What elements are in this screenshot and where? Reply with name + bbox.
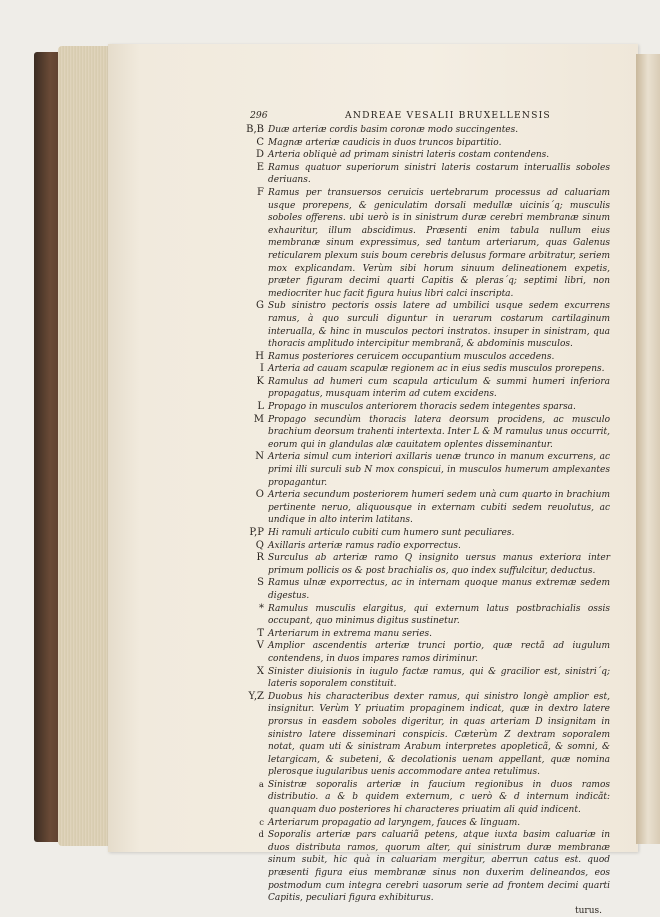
legend-entry: [238, 603, 610, 628]
entry-key: B,B: [246, 124, 264, 135]
entry-text: Ramus posteriores ceruicem occupantium musculos accedens.: [268, 351, 555, 362]
entry-key: L: [257, 401, 264, 413]
legend-entry: [238, 829, 610, 905]
legend-entry: [238, 691, 610, 779]
legend-entry: [238, 149, 610, 162]
legend-entry: [238, 779, 610, 817]
legend-entry: [238, 640, 610, 665]
entry-key: *: [259, 602, 264, 614]
entry-key: Q: [255, 539, 264, 551]
legend-entry: [238, 577, 610, 602]
entry-key: M: [253, 413, 264, 425]
legend-text-block: [238, 124, 610, 917]
entry-key: S: [257, 577, 264, 589]
facing-page-edge: [636, 54, 660, 844]
entry-text: Ramulus ad humeri cum scapula articulum & summi humeri inferiora propagatus, musquam interim ad cutem excidens.: [268, 376, 610, 400]
entry-text: Magnæ arteriæ caudicis in duos truncos bipartitio.: [268, 137, 502, 148]
legend-entry: [238, 552, 610, 577]
legend-entry: [238, 414, 610, 452]
entry-text: Hi ramuli articulo cubiti cum humero sunt peculiares.: [268, 528, 515, 538]
entry-text: Axillaris arteriæ ramus radio exporrectus.: [268, 540, 461, 551]
page-header: [250, 110, 550, 124]
legend-entry: [238, 137, 610, 150]
entry-key: c: [259, 817, 264, 828]
entry-key: X: [256, 665, 264, 677]
legend-entry: [238, 817, 610, 830]
legend-entry: [238, 527, 610, 540]
entry-key: G: [256, 300, 264, 312]
entry-text: Soporalis arteriæ pars caluariã petens, atque iuxta basim caluariæ in duos distributa ramos, quorum alter, qui sinistrum duræ membranæ sinum subit, hic quà in caluariam mergitur, aberrun catus est. quod præsenti figura eius membranæ sinus non duxerim delineandos, eos postmodum cum integra cerebri uasorum serie ad frontem decimi quarti Capitis, peculiari figura exhibiturus.: [268, 830, 610, 904]
entry-key: D: [255, 149, 264, 161]
entry-text: Arteriarum in extrema manu series.: [268, 628, 433, 639]
legend-entry: [238, 300, 610, 350]
running-head: ANDREAE VESALII BRUXELLENSIS: [345, 110, 551, 121]
entry-text: Ramus per transuersos ceruicis uertebrarum processus ad caluariam usque prorepens, & geniculatim dorsali medullæ uicinis´q; musculis soboles offerens. ubi uerò is in sinistrum duræ cerebri membranæ sinum exhauritur, illum abscidimus. Præsenti enim tabula nullum eius membranæ sinum expressimus, sed tantum arteriarum, quas Galenus reticularem plexum suis boum cerebris delusus formare arbitratur, seriem mox explicandam. Verùm sibi horum sinuum delineationem expetis, præter figuram decimi quarti Capitis & pleras´q; septimi libri, non mediocriter huc facit figura huius libri calci inscripta.: [268, 187, 610, 299]
entry-text: Ramus ulnæ exporrectus, ac in internam quoque manus extremæ sedem digestus.: [268, 578, 610, 601]
entry-text: Propago secundùm thoracis latera deorsum procidens, ac musculo brachium deorsum trahenti intertexta. Inter L & M ramulus unus occurrit, eorum qui in glandulas alæ cauitatem oplentes disseminantur.: [268, 414, 610, 450]
entry-key: I: [260, 363, 264, 375]
entry-key: N: [255, 451, 264, 463]
entry-text: Surculus ab arteriæ ramo Q insignito uersus manus exteriora inter primum pollicis os & post brachialis os, quo index suffulcitur, deductus.: [268, 553, 610, 576]
legend-entry: [238, 363, 610, 376]
entry-text: Duobus his characteribus dexter ramus, qui sinistro longè amplior est, insignitur. Verùm Y priuatim propaginem indicat, quæ in dextro latere prorsus in easdem soboles digeritur, in quas arteriam D insignitam in sinistro latere disseminari conspicis. Cæterùm Z dextram soporalem notat, quam uti & sinistram Arabum interpretes apopleticã, & somni, & letargicam, & subeteni, & decolationis uenam appellant, quæ nomina plerosque iugularibus uenis accommodare antea retulimus.: [268, 691, 610, 778]
entry-text: Ramulus musculis elargitus, qui externum latus postbrachialis ossis occupant, quo minimus digitus sustinetur.: [268, 603, 610, 627]
legend-entry: [238, 124, 610, 137]
entry-key: Y,Z: [248, 690, 264, 702]
entry-text: Propago in musculos anteriorem thoracis sedem integentes sparsa.: [268, 402, 576, 413]
legend-entry: [238, 351, 610, 364]
legend-entry: [238, 376, 610, 401]
legend-entry: [238, 666, 610, 691]
legend-entry: [238, 401, 610, 414]
legend-entry: [238, 489, 610, 527]
page-number: 296: [250, 110, 268, 121]
entry-key: R: [256, 552, 264, 564]
entry-text: Arteria obliquè ad primam sinistri lateris costam contendens.: [268, 150, 550, 161]
entry-text: Sinistræ soporalis arteriæ in faucium regionibus in duos ramos distributio. a & b quidem externum, c uerò & d internum indicãt: quanquam duo posteriores hi characteres priuatim ali quid indicent.: [268, 779, 610, 816]
catchword: turus.: [575, 905, 602, 916]
entry-key: F: [257, 186, 264, 198]
entry-text: Arteriarum propagatio ad laryngem, fauces & linguam.: [268, 817, 521, 828]
legend-entry: [238, 187, 610, 300]
entry-text: Duæ arteriæ cordis basim coronæ modo succingentes.: [268, 125, 519, 135]
entry-key: a: [258, 779, 264, 790]
entry-key: C: [256, 136, 264, 148]
legend-entry: [238, 451, 610, 489]
entry-key: O: [255, 489, 264, 501]
entry-text: Arteria secundum posteriorem humeri sedem unà cum quarto in brachium pertinente neruo, aliquousque in externam cubiti sedem reuolutus, ac undique in alto interim latitans.: [268, 490, 610, 526]
entry-key: K: [256, 375, 264, 387]
legend-entry: [238, 628, 610, 641]
entry-text: Amplior ascendentis arteriæ trunci portio, quæ rectã ad iugulum contendens, in duos impares ramos diriminur.: [268, 641, 610, 664]
entry-text: Ramus quatuor superiorum sinistri lateris costarum interuallis soboles deriuans.: [268, 162, 610, 186]
entry-text: Arteria ad cauam scapulæ regionem ac in eius sedis musculos prorepens.: [268, 364, 605, 375]
entry-key: d: [258, 830, 264, 841]
entry-key: V: [256, 640, 264, 652]
entry-key: P,P: [249, 527, 264, 538]
entry-text: Sinister diuisionis in iugulo factæ ramus, qui & gracilior est, sinistri´q; lateris soporalem constituit.: [268, 666, 610, 690]
entry-key: T: [257, 627, 264, 639]
legend-entry: [238, 540, 610, 553]
entry-text: Arteria simul cum interiori axillaris uenæ trunco in manum excurrens, ac primi illi surculi sub N mox conspicui, in musculos humerum amplexantes propagantur.: [268, 452, 610, 488]
entry-text: Sub sinistro pectoris ossis latere ad umbilici usque sedem excurrens ramus, à quo surculi diguntur in uerarum costarum cartilaginum interualla, & hinc in musculos pectori instratos. insuper in sinistram, qua thoracis amplitudo intercipitur membranã, & abdominis musculos.: [268, 301, 610, 350]
entry-key: E: [256, 161, 264, 173]
entry-key: H: [255, 350, 264, 362]
legend-entry: [238, 162, 610, 187]
